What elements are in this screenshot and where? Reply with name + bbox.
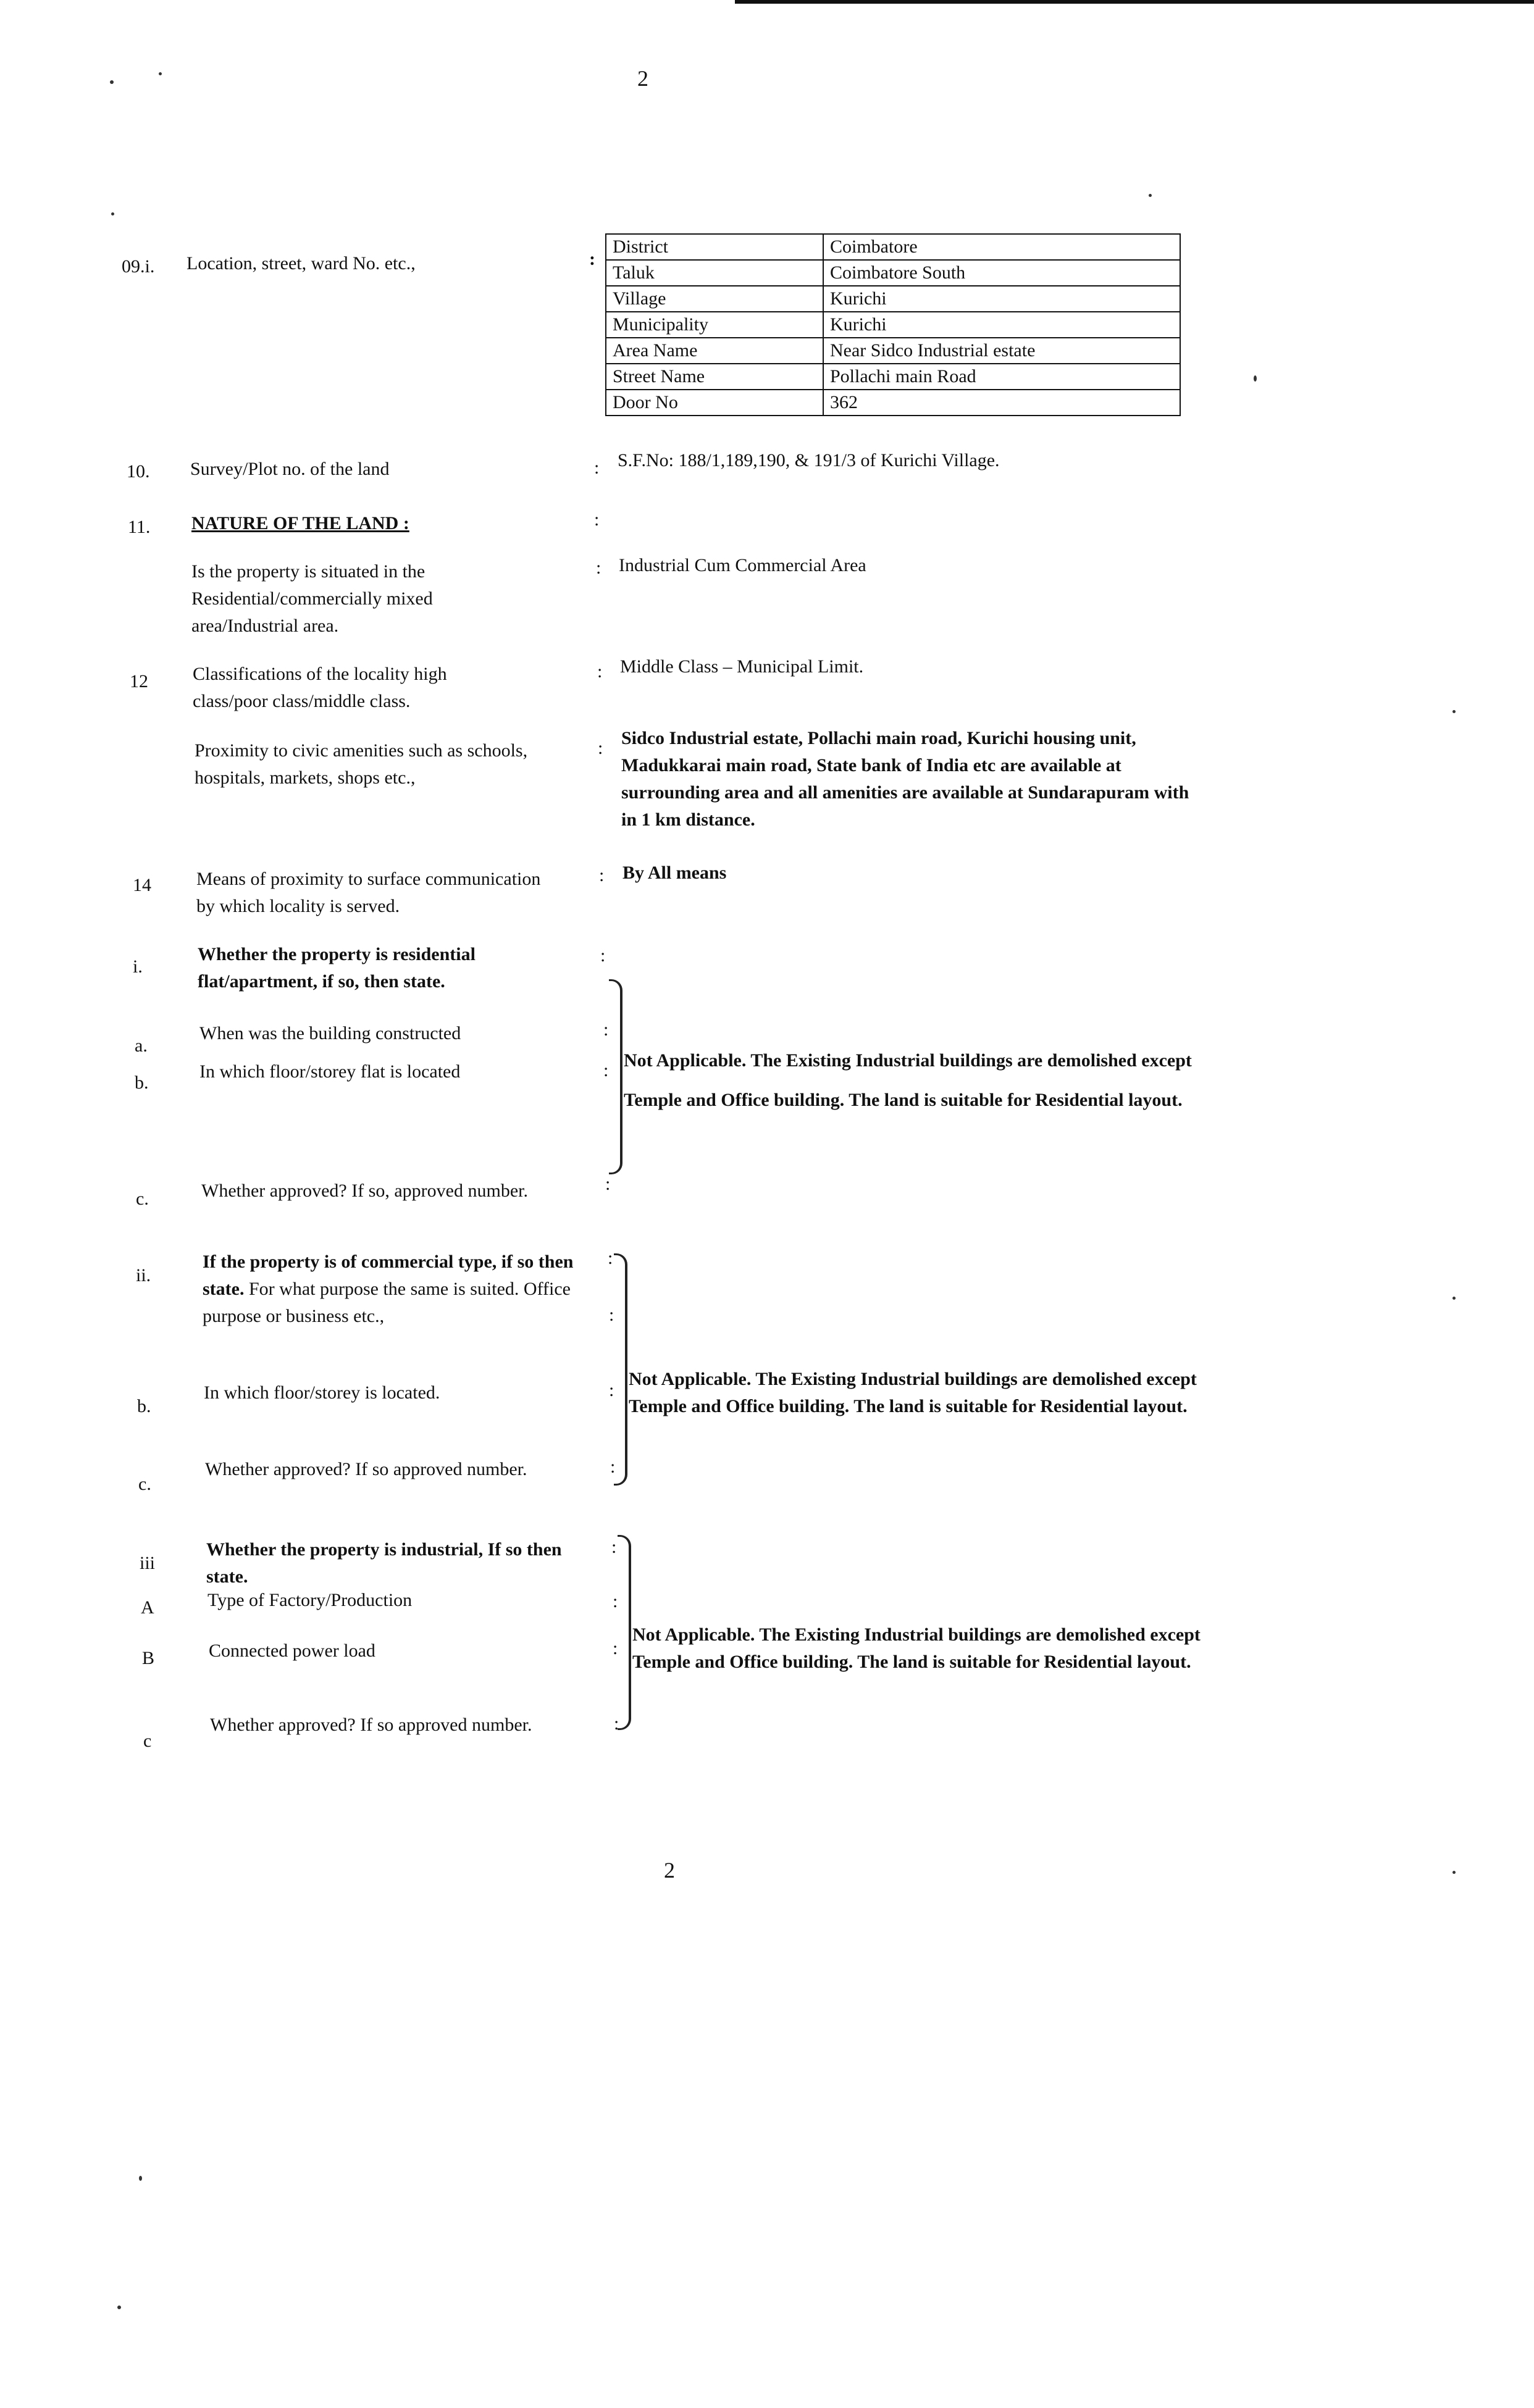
item-09-colon: : xyxy=(589,249,595,269)
residential-c-number: c. xyxy=(136,1189,149,1209)
industrial-b-label: Connected power load xyxy=(209,1641,375,1661)
civic-amenities-label: Proximity to civic amenities such as schools, hospitals, markets, shops etc., xyxy=(195,740,528,788)
commercial-number: ii. xyxy=(136,1265,151,1286)
top-rule xyxy=(735,0,1534,4)
item-14-number: 14 xyxy=(133,875,151,895)
scan-speck xyxy=(1254,375,1257,382)
residential-label: Whether the property is residential flat/apartment, if so, then state. xyxy=(198,944,476,992)
table-row xyxy=(606,260,1180,286)
survey-number-value: S.F.No: 188/1,189,190, & 191/3 of Kurichi Village. xyxy=(618,450,1000,470)
table-row xyxy=(606,312,1180,338)
commercial-value: Not Applicable. The Existing Industrial buildings are demolished except Temple and Office building. The land is suitable for Residential layout. xyxy=(629,1369,1197,1416)
commercial-label-bold: If the property is of commercial type, if so then state. xyxy=(203,1252,574,1299)
location-key-door-no: Door No xyxy=(606,390,823,416)
residential-number: i. xyxy=(133,956,143,977)
header-page-number: 2 xyxy=(637,66,648,91)
residential-a-number: a. xyxy=(135,1035,148,1056)
scan-speck xyxy=(1452,1871,1456,1874)
footer-page-number: 2 xyxy=(664,1858,675,1883)
industrial-a-label: Type of Factory/Production xyxy=(207,1590,413,1610)
land-situation-value: Industrial Cum Commercial Area xyxy=(619,555,866,575)
surface-communication-label: Means of proximity to surface communication by which locality is served. xyxy=(196,869,541,916)
land-situation-label: Is the property is situated in the Residential/commercially mixed area/Industrial area. xyxy=(191,561,433,636)
locality-class-label: Classifications of the locality high class/poor class/middle class. xyxy=(193,664,447,711)
scan-speck xyxy=(111,212,114,215)
commercial-label xyxy=(203,1248,585,1330)
location-key-municipality: Municipality xyxy=(606,312,823,338)
commercial-c-colon: : xyxy=(610,1457,616,1477)
civic-amenities-value: Sidco Industrial estate, Pollachi main road, Kurichi housing unit, Madukkarai main road, State bank of India etc are available at surrounding area and all amenities are available at Sundarapuram with in 1 km distance. xyxy=(621,728,1189,830)
scan-speck xyxy=(1149,194,1152,197)
commercial-colon-2: : xyxy=(609,1305,614,1325)
industrial-c-colon: : xyxy=(614,1713,619,1734)
commercial-b-label: In which floor/storey is located. xyxy=(204,1382,440,1403)
location-key-village: Village xyxy=(606,286,823,312)
residential-bracket xyxy=(609,979,622,1174)
civic-amenities-colon: : xyxy=(598,738,603,758)
location-table xyxy=(605,233,1181,416)
nature-of-land-heading: NATURE OF THE LAND : xyxy=(191,513,409,533)
commercial-b-colon: : xyxy=(609,1380,614,1400)
location-value-taluk: Coimbatore South xyxy=(823,260,1180,286)
commercial-colon: : xyxy=(608,1248,613,1268)
location-key-street-name: Street Name xyxy=(606,364,823,390)
scan-speck xyxy=(1452,710,1456,713)
item-10-label: Survey/Plot no. of the land xyxy=(190,459,390,479)
industrial-c-number: c xyxy=(143,1731,152,1751)
residential-c-colon: : xyxy=(605,1174,611,1194)
commercial-c-label: Whether approved? If so approved number. xyxy=(205,1459,527,1479)
surface-communication-value: By All means xyxy=(622,863,727,883)
residential-b-number: b. xyxy=(135,1072,149,1093)
location-value-street-name: Pollachi main Road xyxy=(823,364,1180,390)
location-value-district: Coimbatore xyxy=(823,234,1180,260)
table-row xyxy=(606,338,1180,364)
residential-b-label: In which floor/storey flat is located xyxy=(199,1061,461,1082)
item-12-number: 12 xyxy=(130,671,148,692)
industrial-a-colon: : xyxy=(613,1591,618,1612)
location-key-district: District xyxy=(606,234,823,260)
industrial-b-number: B xyxy=(142,1648,155,1668)
item-11-colon: : xyxy=(594,509,600,530)
item-10-number: 10. xyxy=(127,461,150,482)
location-value-village: Kurichi xyxy=(823,286,1180,312)
industrial-a-number: A xyxy=(141,1597,154,1618)
residential-value: Not Applicable. The Existing Industrial buildings are demolished except Temple and Office building. The land is suitable for Residential layout. xyxy=(624,1050,1192,1110)
item-09-number: 09.i. xyxy=(122,256,155,277)
location-key-taluk: Taluk xyxy=(606,260,823,286)
commercial-b-number: b. xyxy=(137,1396,151,1416)
locality-class-colon: : xyxy=(597,661,603,682)
residential-colon: : xyxy=(600,945,606,966)
industrial-number: iii xyxy=(140,1553,156,1573)
commercial-c-number: c. xyxy=(138,1474,151,1494)
location-key-area-name: Area Name xyxy=(606,338,823,364)
item-10-colon: : xyxy=(594,458,600,478)
residential-c-label: Whether approved? If so, approved number. xyxy=(201,1181,528,1201)
scan-speck xyxy=(139,2176,142,2181)
industrial-b-colon: : xyxy=(613,1638,618,1658)
item-09-label: Location, street, ward No. etc., xyxy=(187,253,416,274)
industrial-value: Not Applicable. The Existing Industrial buildings are demolished except Temple and Office building. The land is suitable for Residential layout. xyxy=(632,1624,1201,1672)
location-value-municipality: Kurichi xyxy=(823,312,1180,338)
scan-speck xyxy=(159,72,162,75)
location-value-area-name: Near Sidco Industrial estate xyxy=(823,338,1180,364)
residential-b-colon: : xyxy=(603,1060,609,1081)
residential-a-label: When was the building constructed xyxy=(199,1023,461,1043)
commercial-bracket xyxy=(614,1253,627,1486)
scan-speck xyxy=(117,2306,121,2309)
industrial-label: Whether the property is industrial, If so then state. xyxy=(206,1539,562,1587)
residential-a-colon: : xyxy=(603,1019,609,1040)
scan-speck xyxy=(110,80,114,84)
commercial-label-rest: For what purpose the same is suited. Office purpose or business etc., xyxy=(203,1279,571,1326)
surface-communication-colon: : xyxy=(599,865,605,885)
scan-speck xyxy=(1452,1297,1456,1300)
industrial-bracket xyxy=(618,1535,631,1730)
industrial-c-label: Whether approved? If so approved number. xyxy=(210,1715,532,1735)
locality-class-value: Middle Class – Municipal Limit. xyxy=(620,656,864,677)
location-value-door-no: 362 xyxy=(823,390,1180,416)
table-row xyxy=(606,390,1180,416)
item-11-number: 11. xyxy=(128,517,151,537)
table-row xyxy=(606,364,1180,390)
table-row xyxy=(606,286,1180,312)
table-row xyxy=(606,234,1180,260)
land-situation-colon: : xyxy=(596,558,601,578)
industrial-colon: : xyxy=(611,1537,617,1557)
